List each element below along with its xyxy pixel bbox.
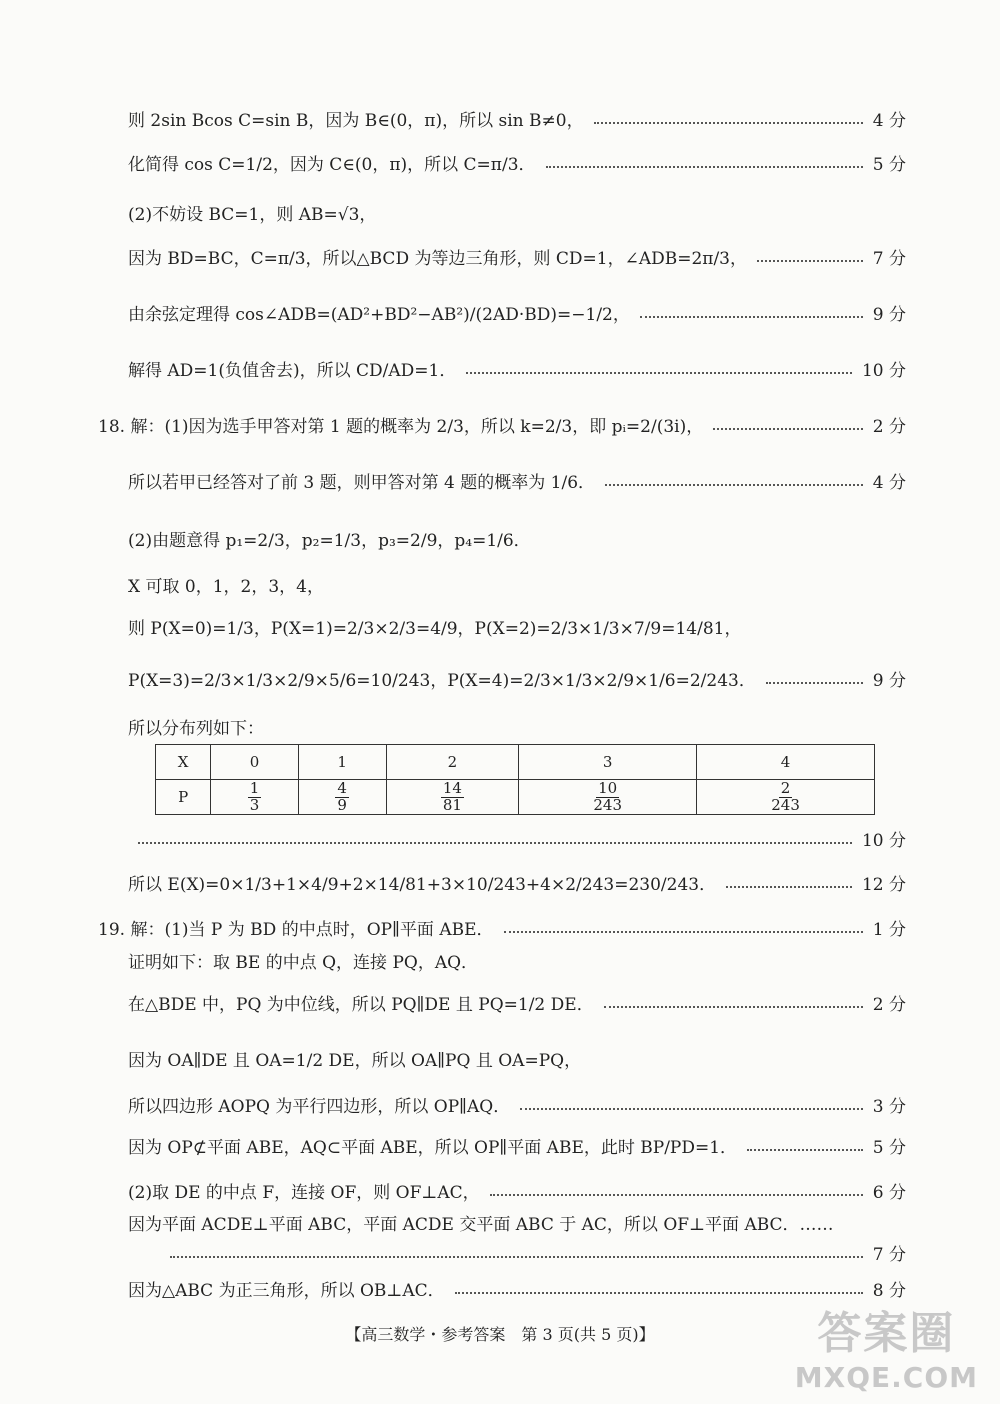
table-prob-cell	[519, 780, 697, 815]
leader-dots	[466, 372, 852, 374]
leader-dots	[170, 1256, 863, 1258]
score-label: 5 分	[872, 1138, 906, 1158]
answer-line-18	[128, 990, 906, 1015]
line-text: 因为△ABC 为正三角形，所以 OB⊥AC．	[128, 1281, 445, 1301]
answer-line-17	[128, 948, 906, 973]
answer-line-9	[128, 526, 906, 551]
line-text: 则 P(X=0)=1/3，P(X=1)=2/3×2/3=4/9，P(X=2)=2/3×1/3×7/9=14/81，	[128, 619, 742, 639]
score-label: 7 分	[872, 1245, 906, 1265]
table-prob-cell	[298, 780, 386, 815]
answer-line-6	[128, 356, 906, 381]
score-label: 10 分	[861, 831, 906, 851]
line-text: (2)不妨设 BC=1，则 AB=√3，	[128, 205, 377, 225]
table-row-x	[156, 745, 875, 780]
table-label-cell: P	[156, 780, 211, 815]
line-text: 因为 BD=BC，C=π/3，所以△BCD 为等边三角形，则 CD=1，∠ADB=2π/3，	[128, 249, 747, 269]
line-text: 由余弦定理得 cos∠ADB=(AD²+BD²−AB²)/(2AD·BD)=−1/2，	[128, 305, 630, 325]
fraction-numerator: 10	[598, 778, 618, 797]
answer-line-11	[128, 614, 906, 639]
leader-dots	[713, 428, 863, 430]
score-label: 2 分	[872, 995, 906, 1015]
answer-line-14	[128, 826, 906, 851]
line-text: P(X=3)=2/3×1/3×2/9×5/6=10/243，P(X=4)=2/3×1/3×2/9×1/6=2/243．	[128, 671, 756, 691]
leader-dots	[766, 682, 863, 684]
score-label: 12 分	[861, 875, 906, 895]
score-label: 9 分	[872, 671, 906, 691]
fraction	[591, 778, 624, 814]
fraction-denominator: 81	[442, 795, 462, 814]
answer-line-8	[128, 468, 906, 493]
table-prob-cell	[697, 780, 875, 815]
table-header-cell: 4	[697, 745, 875, 780]
table-header-cell: 2	[386, 745, 519, 780]
page-footer: 【高三数学・参考答案 第 3 页(共 5 页)】	[345, 1325, 655, 1344]
leader-dots	[640, 316, 863, 318]
fraction	[769, 778, 802, 814]
leader-dots	[546, 166, 863, 168]
table-row-p	[156, 780, 875, 815]
fraction-numerator: 1	[249, 778, 260, 797]
table-header-cell: 0	[211, 745, 299, 780]
line-text: 在△BDE 中，PQ 为中位线，所以 PQ∥DE 且 PQ=1/2 DE．	[128, 995, 594, 1015]
watermark-url: MXQE.COM	[794, 1361, 978, 1394]
line-text: 则 2sin Bcos C=sin B，因为 B∈(0，π)，所以 sin B≠0，	[128, 111, 584, 131]
leader-dots	[520, 1108, 863, 1110]
fraction-numerator: 14	[442, 778, 462, 797]
fraction	[441, 778, 464, 814]
fraction-denominator: 9	[337, 795, 347, 814]
answer-line-24	[160, 1240, 906, 1265]
table-prob-cell	[211, 780, 299, 815]
answer-line-2	[128, 150, 906, 175]
line-text: (2)取 DE 的中点 F，连接 OF，则 OF⊥AC，	[128, 1183, 480, 1203]
fraction-numerator: 4	[337, 778, 347, 797]
score-label: 4 分	[872, 473, 906, 493]
line-text: 因为平面 ACDE⊥平面 ABC，平面 ACDE 交平面 ABC 于 AC，所以 OF⊥平面 ABC．……	[128, 1215, 834, 1235]
answer-line-7	[98, 412, 906, 437]
score-label: 9 分	[872, 305, 906, 325]
answer-line-21	[128, 1133, 906, 1158]
leader-dots	[605, 484, 863, 486]
score-label: 4 分	[872, 111, 906, 131]
leader-dots	[747, 1149, 863, 1151]
score-label: 10 分	[861, 361, 906, 381]
answer-line-20	[128, 1092, 906, 1117]
table-header-cell: 1	[298, 745, 386, 780]
line-text: 18. 解：(1)因为选手甲答对第 1 题的概率为 2/3，所以 k=2/3，即 pᵢ=2/(3i)，	[98, 417, 704, 437]
line-text: 所以分布列如下：	[128, 719, 264, 739]
score-label: 1 分	[872, 920, 906, 940]
answer-line-1	[128, 106, 906, 131]
leader-dots	[604, 1006, 863, 1008]
line-text: 化简得 cos C=1/2，因为 C∈(0，π)，所以 C=π/3．	[128, 155, 536, 175]
leader-dots	[455, 1292, 863, 1294]
score-label: 3 分	[872, 1097, 906, 1117]
fraction-denominator: 3	[249, 795, 260, 814]
line-text: X 可取 0，1，2，3，4，	[128, 577, 324, 597]
answer-line-25	[128, 1276, 906, 1301]
line-text: 19. 解：(1)当 P 为 BD 的中点时，OP∥平面 ABE．	[98, 920, 494, 940]
watermark-logo: 答案圈	[817, 1308, 956, 1359]
fraction	[335, 778, 349, 814]
score-label: 6 分	[872, 1183, 906, 1203]
line-text: 所以若甲已经答对了前 3 题，则甲答对第 4 题的概率为 1/6．	[128, 473, 596, 493]
leader-dots	[757, 260, 863, 262]
score-label: 7 分	[872, 249, 906, 269]
line-text: 因为 OP⊄平面 ABE，AQ⊂平面 ABE，所以 OP∥平面 ABE，此时 BP/PD=1．	[128, 1138, 738, 1158]
answer-line-4	[128, 244, 906, 269]
answer-line-22	[128, 1178, 906, 1203]
leader-dots	[726, 886, 852, 888]
fraction-denominator: 243	[771, 795, 800, 814]
answer-line-19	[128, 1046, 906, 1071]
answer-line-10	[128, 572, 906, 597]
score-label: 5 分	[872, 155, 906, 175]
line-text: 证明如下：取 BE 的中点 Q，连接 PQ，AQ．	[128, 953, 479, 973]
answer-line-3	[128, 200, 906, 225]
leader-dots	[594, 122, 863, 124]
table-header-cell: 3	[519, 745, 697, 780]
leader-dots	[138, 842, 852, 844]
answer-line-12	[128, 666, 906, 691]
fraction	[248, 778, 262, 814]
leader-dots	[504, 931, 863, 933]
answer-line-15	[128, 870, 906, 895]
fraction-numerator: 2	[780, 778, 791, 797]
score-label: 8 分	[872, 1281, 906, 1301]
answer-line-5	[128, 300, 906, 325]
line-text: 解得 AD=1(负值舍去)，所以 CD/AD=1．	[128, 361, 457, 381]
score-label: 2 分	[872, 417, 906, 437]
line-text: 因为 OA∥DE 且 OA=1/2 DE，所以 OA∥PQ 且 OA=PQ，	[128, 1051, 582, 1071]
line-text: (2)由题意得 p₁=2/3，p₂=1/3，p₃=2/9，p₄=1/6．	[128, 531, 531, 551]
answer-line-13	[128, 714, 906, 739]
distribution-table	[155, 744, 875, 815]
line-text: 所以四边形 AOPQ 为平行四边形，所以 OP∥AQ．	[128, 1097, 511, 1117]
table-prob-cell	[386, 780, 519, 815]
answer-line-23	[128, 1210, 906, 1235]
fraction-denominator: 243	[593, 795, 622, 814]
answer-line-16	[98, 915, 906, 940]
table-header-cell: X	[156, 745, 211, 780]
leader-dots	[490, 1194, 863, 1196]
line-text: 所以 E(X)=0×1/3+1×4/9+2×14/81+3×10/243+4×2/243=230/243．	[128, 875, 717, 895]
watermark	[795, 1297, 978, 1394]
